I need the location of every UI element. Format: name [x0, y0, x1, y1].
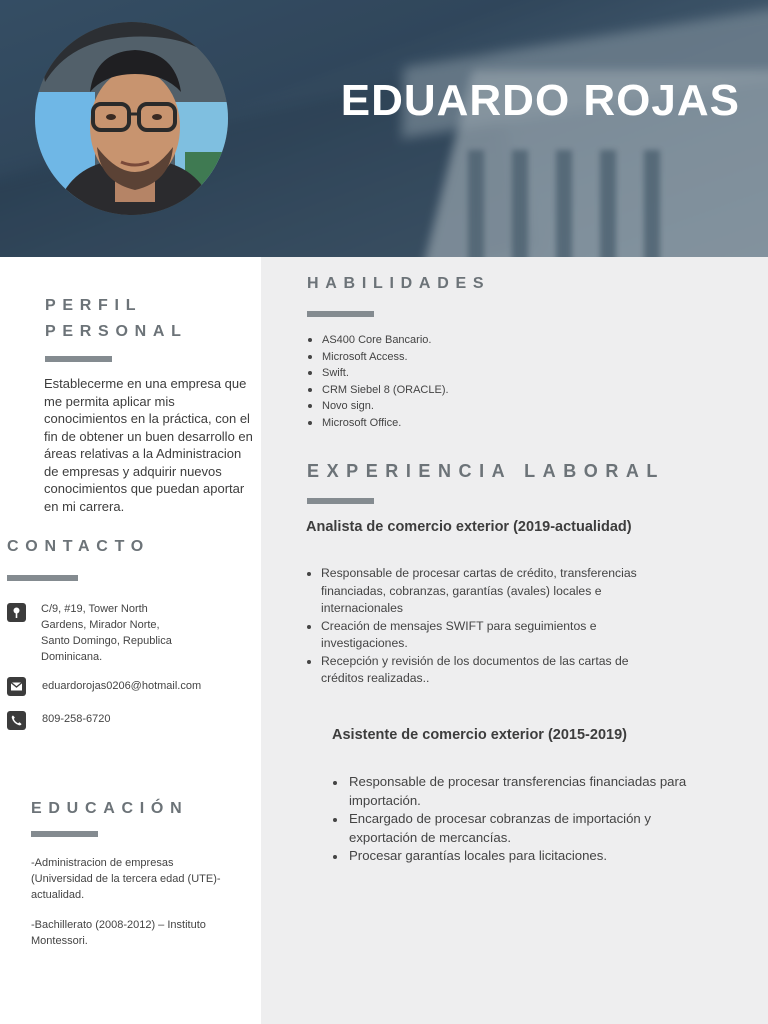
duty-line: Responsable de procesar transferencias financiadas para	[349, 774, 687, 789]
profile-heading-line: PERSONAL	[45, 323, 188, 340]
education-entry	[31, 855, 256, 903]
duty-line: internacionales	[321, 601, 403, 615]
job-duty	[306, 653, 746, 688]
duty-line: Encargado de procesar cobranzas de importación y	[349, 811, 652, 827]
duty-line: importación.	[349, 792, 421, 808]
job-duty	[306, 565, 746, 618]
job-duty	[332, 810, 752, 847]
job-duties-list	[306, 565, 746, 688]
address-line: Gardens, Mirador Norte,	[41, 619, 160, 631]
job-duty	[332, 773, 752, 810]
skill-item: AS400 Core Bancario.	[307, 332, 727, 349]
contact-address	[41, 601, 241, 665]
skill-item: Novo sign.	[307, 398, 727, 415]
contact-divider	[7, 575, 78, 581]
education-entry	[31, 917, 256, 949]
duty-line: exportación de mercancías.	[349, 829, 511, 845]
experience-divider	[307, 498, 374, 504]
education-line: actualidad.	[31, 889, 85, 901]
skill-item: Swift.	[307, 365, 727, 382]
job-title: Analista de comercio exterior (2019-actualidad)	[306, 519, 632, 535]
job-duty	[306, 618, 746, 653]
education-divider	[31, 831, 98, 837]
contact-email[interactable]: eduardorojas0206@hotmail.com	[42, 680, 202, 692]
education-line: -Bachillerato (2008-2012) – Instituto	[31, 919, 206, 931]
candidate-name: EDUARDO ROJAS	[340, 76, 740, 125]
contact-phone[interactable]: 809-258-6720	[42, 713, 111, 725]
duty-line: créditos realizadas..	[321, 671, 430, 685]
experience-heading: EXPERIENCIA LABORAL	[307, 461, 665, 481]
duty-line: Procesar garantías locales para licitaciones.	[349, 848, 608, 864]
address-line: C/9, #19, Tower North	[41, 603, 148, 615]
profile-divider	[45, 356, 112, 362]
education-line: -Administracion de empresas	[31, 857, 174, 869]
phone-icon	[7, 711, 26, 730]
education-line: Montessori.	[31, 935, 88, 947]
skills-list	[307, 332, 727, 432]
skill-item: CRM Siebel 8 (ORACLE).	[307, 382, 727, 399]
duty-line: Recepción y revisión de los documentos de las cartas de	[321, 653, 629, 668]
profile-heading	[45, 293, 188, 345]
job-duty	[332, 847, 752, 866]
duty-line: Creación de mensajes SWIFT para seguimientos e	[321, 618, 597, 633]
profile-text: Establecerme en una empresa que me permita aplicar mis conocimientos en la práctica, con el fin de obtener un buen desarrollo en áreas relativas a la Administracion de empresas y adquirir nuevos conocimientos que puedan aportar en mi carrera.	[44, 376, 253, 514]
job-title: Asistente de comercio exterior (2015-2019)	[332, 727, 627, 743]
profile-photo-illustration	[35, 22, 228, 215]
envelope-icon	[7, 677, 26, 696]
duty-line: financiadas, cobranzas, garantías (avales) locales e	[321, 583, 602, 598]
job-duties-list	[332, 773, 752, 866]
education-line: (Universidad de la tercera edad (UTE)-	[31, 873, 221, 885]
address-line: Santo Domingo, Republica	[41, 635, 172, 647]
skill-item: Microsoft Access.	[307, 349, 727, 366]
education-heading: EDUCACIÓN	[31, 800, 189, 817]
header-banner	[0, 0, 768, 257]
address-line: Dominicana.	[41, 651, 103, 663]
skills-heading: HABILIDADES	[307, 275, 491, 292]
contact-heading: CONTACTO	[7, 538, 150, 555]
duty-line: investigaciones.	[321, 636, 408, 650]
skills-divider	[307, 311, 374, 317]
duty-line: Responsable de procesar cartas de crédito, transferencias	[321, 566, 637, 580]
map-pin-icon	[7, 603, 26, 622]
skill-item: Microsoft Office.	[307, 415, 727, 432]
profile-heading-line: PERFIL	[45, 297, 143, 314]
profile-photo	[35, 22, 228, 215]
